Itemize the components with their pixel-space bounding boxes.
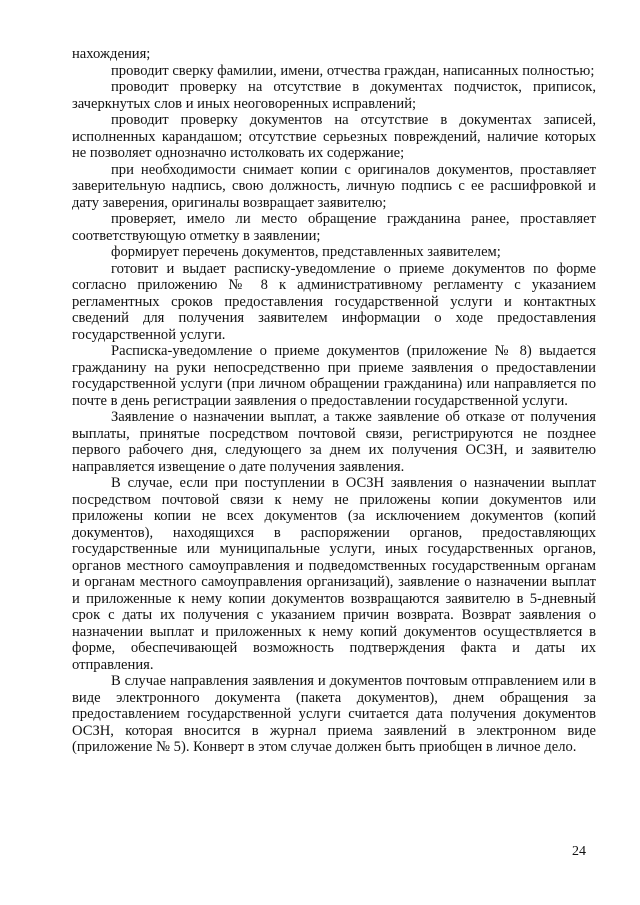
paragraph: проводит сверку фамилии, имени, отчества граждан, написанных полностью; <box>111 62 595 79</box>
paragraph: нахождения; <box>72 46 151 62</box>
paragraph: проводит проверку документов на отсутствие в документах записей, исполненных карандашом; отсутствие серьезных повреждений, наличие которых не позволяет однозначно истолковать их содержание; <box>72 112 596 161</box>
document-body <box>72 46 596 756</box>
paragraph: Расписка-уведомление о приеме документов (приложение № 8) выдается гражданину на руки непосредственно при приеме заявления о предоставлении государственной услуги (при личном обращении гражданина) или направляется по почте в день регистрации заявления о предоставлении государственной услуги. <box>72 343 596 409</box>
paragraph: при необходимости снимает копии с оригиналов документов, проставляет заверительную надпись, свою должность, личную подпись с ее расшифровкой и дату заверения, оригиналы возвращает заявителю; <box>72 161 596 211</box>
paragraph: готовит и выдает расписку-уведомление о приеме документов по форме согласно приложению № 8 к административному регламенту с указанием регламентных сроков предоставления государственной услуги и контактных сведений для получения заявителем информации о ходе предоставления государственной услуги. <box>72 260 596 343</box>
paragraph: В случае, если при поступлении в ОСЗН заявления о назначении выплат посредством почтовой связи к нему не приложены копии документов или приложены копии не всех документов (за исключением документов (копий документов), находящихся в распоряжении органов, предоставляющих государственные или муниципальные услуги, иных государственных органов, органов местного самоуправления и подведомственных государственным органам и органам местного самоуправления организаций), заявление о назначении выплат и приложенные к нему копии документов возвращаются заявителю в 5-дневный срок с даты их получения с указанием причин возврата. Возврат заявления о назначении выплат и приложенных к нему копий документов осуществляется в форме, обеспечивающей возможность подтверждения факта и даты их отправления. <box>72 475 596 673</box>
paragraph: формирует перечень документов, представленных заявителем; <box>111 244 501 260</box>
page-number: 24 <box>572 844 586 859</box>
paragraph: В случае направления заявления и документов почтовым отправлением или в виде электронного документа (пакета документов), днем обращения за предоставлением государственной услуги считается дата получения документов ОСЗН, которая вносится в журнал приема заявлений в электронном виде (приложение № 5). Конверт в этом случае должен быть приобщен в личное дело. <box>72 673 596 755</box>
paragraph: Заявление о назначении выплат, а также заявление об отказе от получения выплаты, принятые посредством почтовой связи, регистрируются не позднее первого рабочего дня, следующего за днем их получения ОСЗН, и заявителю направляется извещение о дате получения заявления. <box>72 409 596 475</box>
paragraph: проводит проверку на отсутствие в документах подчисток, приписок, зачеркнутых слов и иных неоговоренных исправлений; <box>72 79 596 112</box>
paragraph: проверяет, имело ли место обращение гражданина ранее, проставляет соответствующую отметку в заявлении; <box>72 211 596 244</box>
